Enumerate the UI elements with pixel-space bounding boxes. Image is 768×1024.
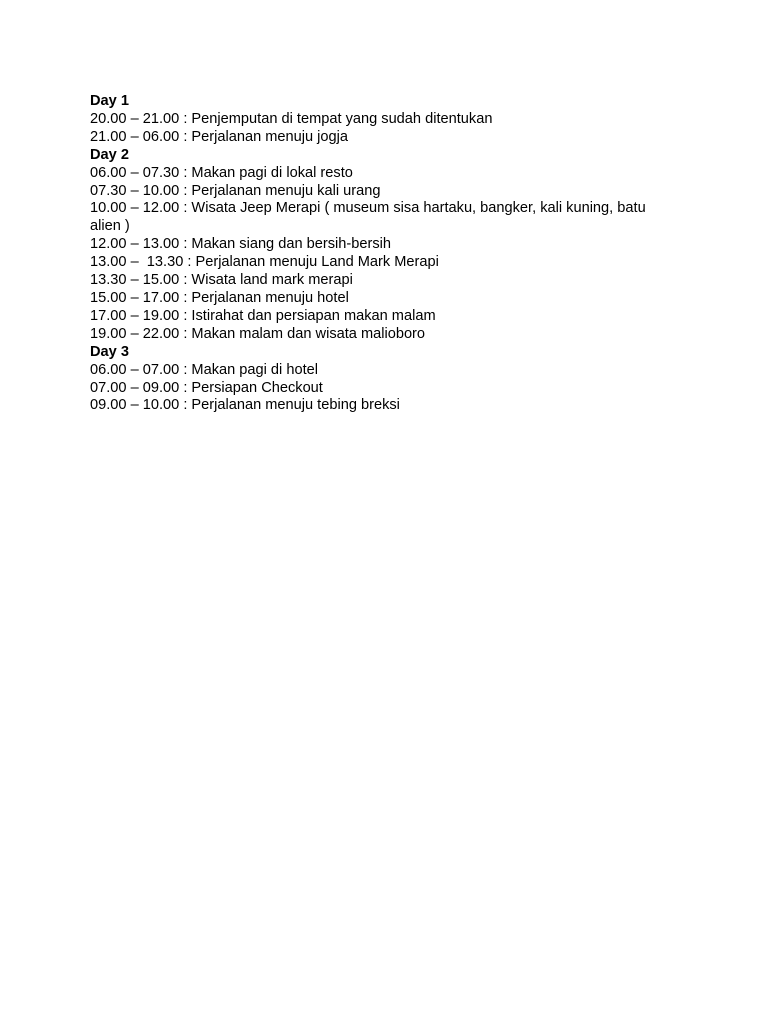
schedule-item: 07.00 – 09.00 : Persiapan Checkout <box>90 379 323 396</box>
schedule-item: 09.00 – 10.00 : Perjalanan menuju tebing breksi <box>90 397 400 414</box>
day-heading: Day 2 <box>90 146 129 163</box>
schedule-item: 17.00 – 19.00 : Istirahat dan persiapan makan malam <box>90 307 436 324</box>
day-heading: Day 1 <box>90 93 129 109</box>
schedule-item: 21.00 – 06.00 : Perjalanan menuju jogja <box>90 128 349 145</box>
schedule-item: 12.00 – 13.00 : Makan siang dan bersih-bersih <box>90 236 391 253</box>
schedule-item: 13.30 – 15.00 : Wisata land mark merapi <box>90 272 353 289</box>
schedule-item: 15.00 – 17.00 : Perjalanan menuju hotel <box>90 289 349 306</box>
schedule-item: 13.00 – 13.30 : Perjalanan menuju Land Mark Merapi <box>90 254 439 271</box>
schedule-item: 06.00 – 07.30 : Makan pagi di lokal resto <box>90 164 353 181</box>
schedule-item: 19.00 – 22.00 : Makan malam dan wisata malioboro <box>90 325 426 342</box>
schedule-item: 06.00 – 07.00 : Makan pagi di hotel <box>90 361 318 378</box>
schedule-item: 10.00 – 12.00 : Wisata Jeep Merapi ( museum sisa hartaku, bangker, kali kuning, batu alien ) <box>90 200 650 235</box>
schedule-item: 20.00 – 21.00 : Penjemputan di tempat yang sudah ditentukan <box>90 110 493 127</box>
day-heading: Day 3 <box>90 343 129 360</box>
schedule-item: 07.30 – 10.00 : Perjalanan menuju kali urang <box>90 182 381 199</box>
itinerary-text <box>90 93 680 415</box>
